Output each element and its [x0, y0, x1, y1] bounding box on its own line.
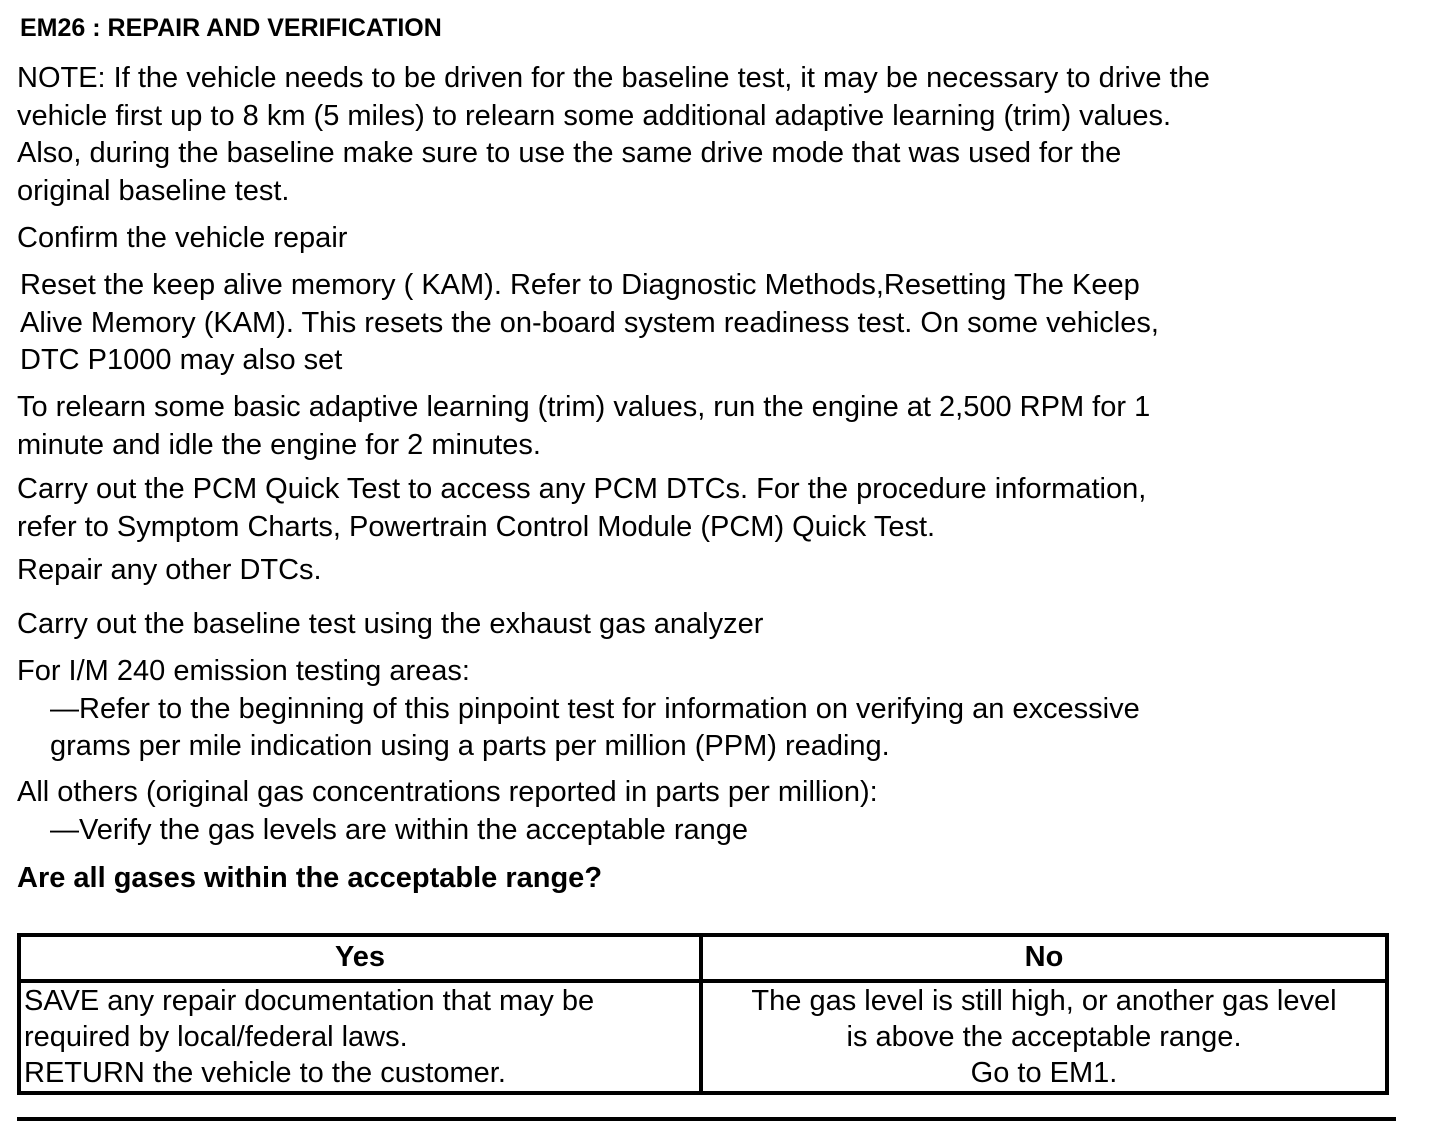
all-others-bullet: —Verify the gas levels are within the acceptable range: [50, 813, 749, 846]
no-action-line: Go to EM1.: [970, 1057, 1118, 1089]
yes-action-line: SAVE any repair documentation that may be: [24, 985, 595, 1017]
all-others-heading: All others (original gas concentrations reported in parts per million):: [17, 776, 878, 808]
yes-header: Yes: [19, 935, 701, 981]
confirm-repair-step: [17, 220, 347, 258]
decision-question: [17, 860, 602, 898]
note-line: Also, during the baseline make sure to use the same drive mode that was used for the: [17, 137, 1122, 169]
reset-kam-line: DTC P1000 may also set: [20, 344, 343, 376]
baseline-test-step: [17, 606, 763, 644]
decision-table-row: [19, 981, 1387, 1093]
decision-question-text: Are all gases within the acceptable range?: [17, 862, 603, 894]
reset-kam-step: [20, 267, 1159, 380]
repair-other-dtcs-text: Repair any other DTCs.: [17, 554, 322, 586]
decision-table-header-row: [19, 935, 1387, 981]
note-paragraph: [17, 60, 1210, 210]
baseline-test-text: Carry out the baseline test using the exhaust gas analyzer: [17, 608, 764, 640]
note-line: NOTE: If the vehicle needs to be driven for the baseline test, it may be necessary to drive the: [17, 62, 1210, 94]
no-action-cell: [701, 981, 1387, 1093]
yes-action-line: required by local/federal laws.: [24, 1021, 408, 1053]
im240-heading: For I/M 240 emission testing areas:: [17, 655, 470, 687]
reset-kam-line: Reset the keep alive memory ( KAM). Refer to Diagnostic Methods,Resetting The Keep: [20, 269, 1140, 301]
im240-section: [17, 653, 1140, 766]
yes-action-cell: [19, 981, 701, 1093]
decision-table: [17, 933, 1389, 1095]
pcm-quick-test-line: Carry out the PCM Quick Test to access any PCM DTCs. For the procedure information,: [17, 473, 1147, 505]
no-action-line: The gas level is still high, or another gas level: [751, 985, 1337, 1017]
relearn-step: [17, 389, 1150, 464]
note-line: original baseline test.: [17, 174, 290, 207]
no-action-line: is above the acceptable range.: [846, 1021, 1242, 1053]
im240-bullet-line: grams per mile indication using a parts per million (PPM) reading.: [50, 730, 890, 762]
yes-action-line: RETURN the vehicle to the customer.: [24, 1057, 506, 1089]
section-end-divider: [17, 1117, 1396, 1121]
pcm-quick-test-line: refer to Symptom Charts, Powertrain Control Module (PCM) Quick Test.: [17, 510, 936, 543]
section-title: EM26 : REPAIR AND VERIFICATION: [20, 14, 442, 42]
relearn-line: To relearn some basic adaptive learning (trim) values, run the engine at 2,500 RPM for 1: [17, 391, 1151, 423]
reset-kam-line: Alive Memory (KAM). This resets the on-board system readiness test. On some vehicles,: [20, 306, 1159, 339]
note-line: vehicle first up to 8 km (5 miles) to relearn some additional adaptive learning (trim) values.: [17, 99, 1172, 132]
repair-other-dtcs-step: [17, 552, 322, 590]
im240-bullet-line: —Refer to the beginning of this pinpoint test for information on verifying an excessive: [50, 692, 1140, 725]
all-others-section: [17, 774, 878, 849]
pcm-quick-test-step: [17, 471, 1146, 546]
relearn-line: minute and idle the engine for 2 minutes.: [17, 428, 541, 461]
no-header: No: [701, 935, 1387, 981]
confirm-repair-text: Confirm the vehicle repair: [17, 222, 348, 254]
